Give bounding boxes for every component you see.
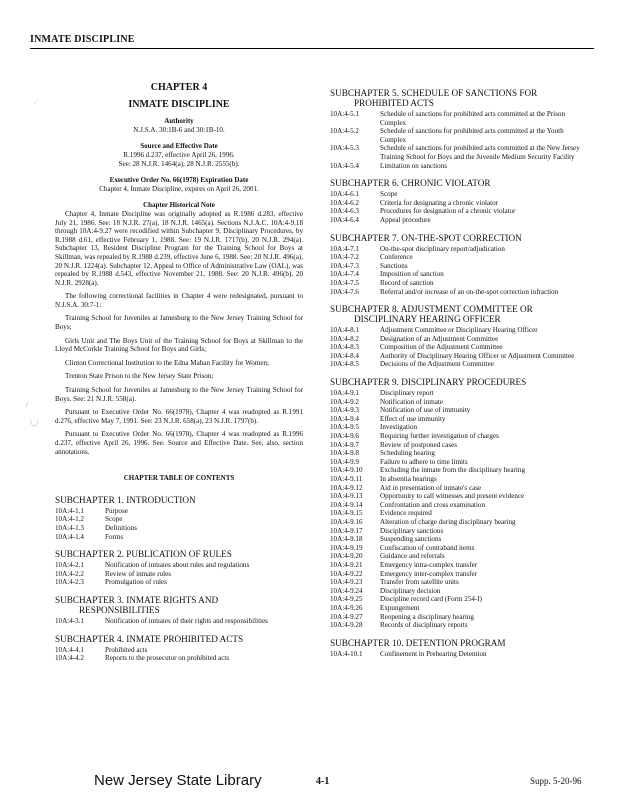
toc-entry[interactable] [330,279,580,288]
subchapter-heading-line: SUBCHAPTER 2. PUBLICATION OF RULES [55,549,232,560]
subchapter-heading [330,233,580,243]
toc-entry[interactable] [330,544,580,553]
section-number: 10A:4-9.12 [330,483,363,492]
section-title: Notification of use of immunity [380,406,471,415]
toc-entry[interactable] [330,270,580,279]
section-number: 10A:4-5.1 [330,110,359,118]
section-number: 10A:4-4.1 [55,645,84,654]
scan-mark: / [26,400,29,409]
section-title: Confrontation and cross examination [380,500,486,509]
section-number: 10A:4-9.4 [330,414,359,423]
section-number: 10A:4-6.2 [330,198,359,207]
section-title: Notification of inmates of their rights and responsibilities [105,616,268,625]
toc-entry[interactable] [330,199,580,208]
running-head: INMATE DISCIPLINE [30,34,135,45]
chapter-number: CHAPTER 4 [150,82,208,93]
section-title: Review of postponed cases [380,440,458,449]
history-para: Clinton Correctional Institution to the Edna Mahan Facility for Women; [65,358,269,367]
section-title: On-the-spot disciplinary report/adjudication [380,244,505,253]
source-text: R.1996 d.237, effective April 26, 1996. [123,150,235,159]
section-title: Purpose [105,506,128,515]
subchapter-heading [330,638,580,648]
section-title: Imposition of sanction [380,270,444,279]
section-number: 10A:4-8.1 [330,326,359,335]
section-title: Notification of inmates about rules and regulations [105,561,250,570]
toc-entry[interactable] [55,646,303,655]
left-toc [55,495,303,663]
section-title: Alteration of charge during disciplinary hearing [380,517,516,526]
toc-entry[interactable] [55,533,303,542]
chapter-title: INMATE DISCIPLINE [128,98,230,110]
section-number: 10A:4-9.19 [330,543,363,552]
section-title: Confinement in Prehearing Detention [380,649,487,658]
section-title: Emergency intra-complex transfer [380,560,478,569]
section-number: 10A:4-6.3 [330,207,359,216]
toc-entry[interactable] [55,524,303,533]
subchapter-heading [55,549,303,559]
subchapter-heading [330,377,580,387]
section-title: Investigation [380,423,418,432]
toc-entry[interactable] [330,492,580,501]
section-title: Authority of Disciplinary Hearing Officer or Adjustment Committee [380,351,575,360]
section-title: Scope [380,190,398,199]
library-footer: New Jersey State Library [94,772,262,789]
toc-entry[interactable] [330,162,580,171]
section-number: 10A:4-2.2 [55,569,84,578]
toc-entry[interactable] [330,335,580,344]
section-number: 10A:4-9.16 [330,517,363,526]
section-title: Criteria for designating a chronic violator [380,198,498,207]
toc-entry[interactable] [55,578,303,587]
section-title: Disciplinary decision [380,586,441,595]
section-number: 10A:4-9.11 [330,475,363,483]
section-title: Review of inmate rules [105,569,171,578]
toc-entry[interactable] [330,604,580,613]
section-number: 10A:4-10.1 [330,649,363,658]
section-title: Excluding the inmate from the disciplinary hearing [380,466,525,475]
subchapter-heading [330,88,580,108]
subchapter-heading-line: SUBCHAPTER 9. DISCIPLINARY PROCEDURES [330,377,527,388]
section-number: 10A:4-9.27 [330,612,363,621]
subchapter-heading-line: SUBCHAPTER 10. DETENTION PROGRAM [330,637,506,648]
section-number: 10A:4-7.1 [330,244,359,253]
toc-entry[interactable] [330,561,580,570]
toc-entry[interactable] [330,415,580,424]
section-number: 10A:4-4.2 [55,654,84,663]
section-number: 10A:4-5.4 [330,161,359,170]
toc-entry[interactable] [330,509,580,518]
section-number: 10A:4-9.21 [330,560,363,569]
subchapter-heading-line: DISCIPLINARY HEARING OFFICER [354,314,501,325]
toc-entry[interactable] [330,360,580,369]
scan-mark: .· [34,96,39,105]
toc-entry[interactable] [330,595,580,604]
source-label: Source and Effective Date [140,142,218,151]
section-number: 10A:4-8.4 [330,351,359,360]
section-number: 10A:4-9.3 [330,406,359,415]
section-title: Designation of an Adjustment Committee [380,334,499,343]
toc-entry[interactable] [330,288,580,297]
toc-entry[interactable] [330,458,580,467]
section-number: 10A:4-9.9 [330,457,359,466]
section-number: 10A:4-9.10 [330,466,363,475]
section-title: Disciplinary report [380,389,434,398]
section-title: Reopening a disciplinary hearing [380,612,474,621]
section-title: Requiring further investigation of charges [380,432,499,441]
section-number: 10A:4-9.15 [330,509,363,518]
subchapter-heading-line: PROHIBITED ACTS [354,98,434,108]
history-para: Training School for Juveniles at Jamesburg to the New Jersey Training School for Boys. See: 21 N.J.R. 558(a). [55,386,303,403]
right-column [330,80,580,658]
toc-entry[interactable] [330,352,580,361]
subchapter-heading-line: SUBCHAPTER 1. INTRODUCTION [55,494,196,505]
section-number: 10A:4-9.8 [330,449,359,458]
toc-entry[interactable] [330,475,580,484]
toc-entry[interactable] [330,127,580,144]
toc-entry[interactable] [330,253,580,262]
section-title: Confiscation of contraband items [380,543,475,552]
history-para: Training School for Juveniles at Jamesburg to the New Jersey Training School for Boys; [55,314,303,332]
section-title: Effect of use immunity [380,414,446,423]
section-number: 10A:4-1.3 [55,523,84,532]
section-number: 10A:4-1.4 [55,532,84,541]
toc-entry[interactable] [330,552,580,561]
section-title: In absentia hearings [380,475,437,483]
toc-entry[interactable] [330,406,580,415]
section-title: Appeal procedure [380,215,431,224]
toc-entry[interactable] [330,389,580,398]
section-number: 10A:4-9.2 [330,397,359,406]
history-para: Trenton State Prison to the New Jersey State Prison; [65,372,214,381]
subchapter-heading-line: RESPONSIBILITIES [79,604,160,615]
toc-entry[interactable] [330,110,580,127]
header-rule [30,48,594,49]
toc-entry[interactable] [330,501,580,510]
history-para: Pursuant to Executive Order No. 66(1978), Chapter 4 was readopted as R.1996 d.237, effective April 26, 1996. See: Source and Effective Date. See, also, section annotations. [55,430,303,456]
toc-entry[interactable] [330,587,580,596]
section-number: 10A:4-9.13 [330,492,363,501]
toc-entry[interactable] [330,484,580,493]
section-number: 10A:4-2.1 [55,561,84,570]
subchapter-heading-line: SUBCHAPTER 7. ON-THE-SPOT CORRECTION [330,232,522,243]
toc-entry[interactable] [330,578,580,587]
history-para: Pursuant to Executive Order No. 66(1978), Chapter 4 was readopted as R.1991 d.276, effective May 7, 1991. See: 23 N.J.R. 658(a), 23 N.J.R. 1797(b). [55,408,303,425]
section-number: 10A:4-9.6 [330,432,359,441]
section-number: 10A:4-1.1 [55,506,84,515]
toc-entry[interactable] [330,466,580,475]
page-number: 4-1 [316,776,330,787]
toc-title: CHAPTER TABLE OF CONTENTS [123,474,235,483]
section-title: Evidence required [380,509,432,518]
section-title: Scheduling hearing [380,449,435,458]
toc-entry[interactable] [330,190,580,199]
toc-entry[interactable] [55,617,303,626]
section-title: Sanctions [380,261,408,270]
section-number: 10A:4-9.23 [330,578,363,587]
subchapter-heading-line: SUBCHAPTER 4. INMATE PROHIBITED ACTS [55,633,244,644]
subchapter-heading-line: SUBCHAPTER 8. ADJUSTMENT COMMITTEE OR [330,304,533,315]
toc-entry[interactable] [330,245,580,254]
section-number: 10A:4-7.2 [330,253,359,262]
section-title: Failure to adhere to time limits [380,457,468,466]
section-number: 10A:4-5.2 [330,127,359,136]
right-toc [330,88,580,658]
section-title: Reports to the prosecutor on prohibited acts [105,654,230,663]
eo-text: Chapter 4, Inmate Discipline, expires on April 26, 2001. [99,184,259,193]
source-see: See: 28 N.J.R. 1464(a), 28 N.J.R. 2555(b). [118,159,240,168]
section-number: 10A:4-1.2 [55,515,84,524]
section-title: Definitions [105,523,137,532]
section-number: 10A:4-8.5 [330,360,359,369]
toc-entry[interactable] [330,518,580,527]
toc-entry[interactable] [330,423,580,432]
toc-entry[interactable] [330,326,580,335]
section-title: Forms [105,532,124,541]
section-number: 10A:4-7.3 [330,261,359,270]
section-title: Notification of inmate [380,397,444,406]
section-number: 10A:4-9.18 [330,535,363,544]
section-number: 10A:4-7.6 [330,287,359,296]
toc-entry[interactable] [55,515,303,524]
subchapter-heading-line: SUBCHAPTER 6. CHRONIC VIOLATOR [330,178,491,189]
section-number: 10A:4-5.3 [330,144,359,153]
section-title: Discipline record card (Form 254-I) [380,595,483,604]
toc-entry[interactable] [330,613,580,622]
section-number: 10A:4-9.24 [330,586,363,595]
toc-entry[interactable] [55,507,303,516]
section-number: 10A:4-9.7 [330,440,359,449]
history-para: The following correctional facilities in Chapter 4 were redesignated, pursuant to N.J.S.A. 30:7-1: [55,292,303,309]
section-title: Record of sanction [380,278,434,287]
authority-label: Authority [164,117,194,126]
toc-entry[interactable] [330,621,580,630]
toc-entry[interactable] [330,449,580,458]
section-title: Promulgation of rules [105,578,167,587]
section-title: Records of disciplinary reports [380,621,468,630]
toc-entry[interactable] [330,343,580,352]
section-number: 10A:4-6.4 [330,215,359,224]
section-number: 10A:4-8.3 [330,343,359,352]
scan-mark: \_/ [30,418,39,427]
subchapter-heading [55,495,303,505]
section-title: Suspending sanctions [380,535,442,544]
section-title: Disciplinary sanctions [380,526,444,535]
section-number: 10A:4-9.17 [330,526,363,535]
toc-entry[interactable] [330,144,580,161]
section-number: 10A:4-6.1 [330,190,359,199]
section-title: Prohibited acts [105,645,148,654]
section-number: 10A:4-9.28 [330,621,363,630]
toc-entry[interactable] [330,432,580,441]
section-number: 10A:4-8.2 [330,334,359,343]
subchapter-heading [330,178,580,188]
section-title: Schedule of sanctions for prohibited acts committed at the Prison Complex [380,110,565,127]
toc-entry[interactable] [330,535,580,544]
history-para: Chapter 4, Inmate Discipline was originally adopted as R.1986 d.283, effective July 21, 1986. See: 18 N.J.R. 27(a), 18 N.J.R. 1465(a). Sections N.J.A.C. 10A:4-9.18 through 10A:4-9.27 were recodified within Subchapter 9, Disciplinary Procedures, by R.1988 d.61, effective February 1, 1988. See: 19 N.J.R. 1717(b), 20 N.J.R. 294(a). Subchapter 13, Resident Discipline Program for the Training School for Boys at Skillman, was repealed by R.1988 d.239, effective June 6, 1988. See: 20 N.J.R. 496(a), 20 N.J.R. 1224(a). Subchapter 12, Appeal to Office of Administrative Law (OAL), was repealed by R.1988 d.543, effective November 21, 1988. See: 20 N.J.R. 496(b), 20 N.J.R. 2928(a). [55,209,303,287]
section-title: Guidance and referrals [380,552,445,561]
subchapter-heading-line: SUBCHAPTER 3. INMATE RIGHTS AND [55,594,219,605]
section-number: 10A:4-9.26 [330,603,363,612]
toc-entry[interactable] [330,216,580,225]
section-title: Schedule of sanctions for prohibited acts committed at the New Jersey Training School for Boys and the Juvenile Medium Security Facility [380,144,580,161]
authority-text: N.J.S.A. 30:1B-6 and 30:1B-10. [133,125,225,134]
section-title: Decisions of the Adjustment Committee [380,360,494,369]
history-label: Chapter Historical Note [143,201,215,210]
section-number: 10A:4-9.22 [330,569,363,578]
subchapter-heading [55,595,303,615]
section-title: Transfer from satellite units [380,578,459,587]
section-number: 10A:4-7.5 [330,278,359,287]
section-title: Procedures for designation of a chronic violator [380,207,516,216]
toc-entry[interactable] [55,561,303,570]
toc-entry[interactable] [330,262,580,271]
subchapter-heading-line: SUBCHAPTER 5. SCHEDULE OF SANCTIONS FOR [330,88,538,98]
toc-entry[interactable] [330,207,580,216]
history-para: Girls Unit and The Boys Unit of the Training School for Boys at Skillman to the Lloyd McCorkle Training School for Boys and Girls; [55,336,303,354]
section-number: 10A:4-9.1 [330,389,359,398]
section-title: Expungement [380,603,420,612]
section-title: Scope [105,515,123,524]
subchapter-heading [55,634,303,644]
toc-entry[interactable] [330,650,580,659]
section-title: Conference [380,253,413,262]
subchapter-heading [330,304,580,324]
toc-entry[interactable] [330,441,580,450]
toc-entry[interactable] [330,398,580,407]
section-number: 10A:4-2.3 [55,578,84,587]
toc-entry[interactable] [55,570,303,579]
toc-entry[interactable] [55,654,303,663]
eo-label: Executive Order No. 66(1978) Expiration Date [109,176,249,185]
section-number: 10A:4-3.1 [55,616,84,625]
left-column [55,80,303,663]
section-title: Emergency inter-complex transfer [380,569,478,578]
toc-entry[interactable] [330,570,580,579]
supplement-date: Supp. 5-20-96 [530,776,582,786]
section-number: 10A:4-9.20 [330,552,363,561]
section-number: 10A:4-9.14 [330,500,363,509]
section-title: Adjustment Committee or Disciplinary Hearing Officer [380,326,538,335]
section-title: Referral and/or increase of an on-the-spot correction infraction [380,287,559,296]
section-title: Composition of the Adjustment Committee [380,343,503,352]
section-title: Opportunity to call witnesses and present evidence [380,492,525,501]
section-number: 10A:4-9.5 [330,423,359,432]
section-title: Limitation on sanctions [380,161,447,170]
section-title: Aid in presentation of inmate's case [380,483,482,492]
section-title: Schedule of sanctions for prohibited acts committed at the Youth Complex [380,127,564,144]
toc-entry[interactable] [330,527,580,536]
section-number: 10A:4-7.4 [330,270,359,279]
section-number: 10A:4-9.25 [330,595,363,604]
